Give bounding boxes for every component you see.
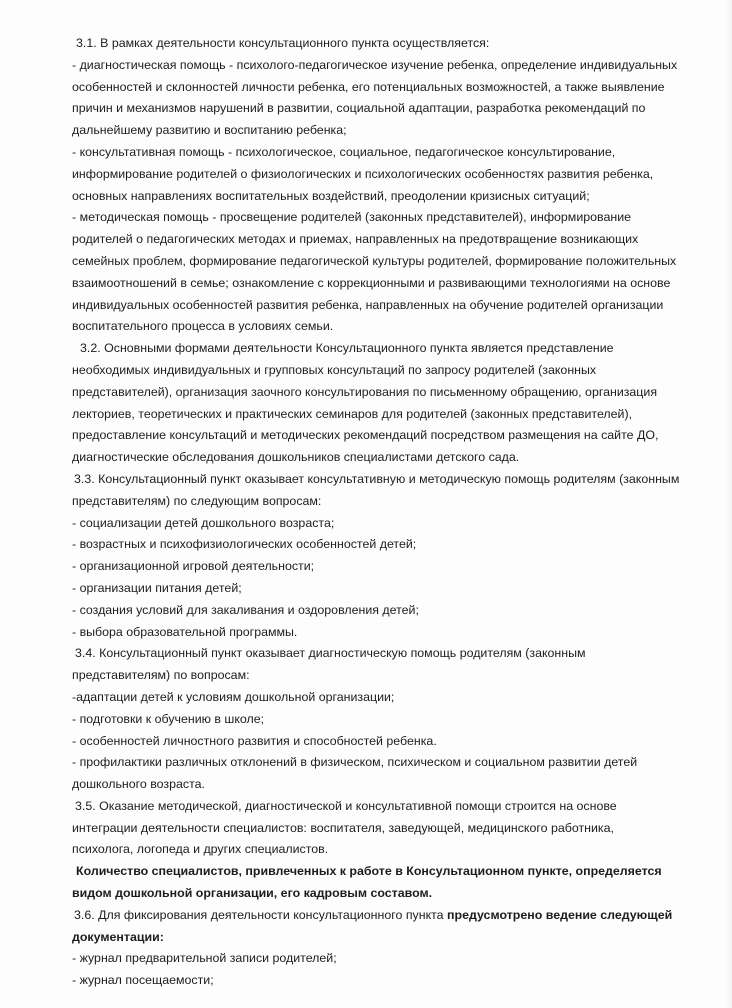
section-3-1-heading: 3.1. В рамках деятельности консультационного пункта осуществляется:: [76, 36, 490, 50]
list-item-prevention-line-1: - профилактики различных отклонений в физическом, психическом и социальном развитии детей: [72, 755, 638, 770]
section-3-6-line-1: [72, 905, 700, 927]
specialists-note-line-2: видом дошкольной организации, его кадровым составом.: [72, 886, 433, 901]
methodical-help-line-3: семейных проблем, формирование педагогической культуры родителей, формирование положительных: [72, 253, 677, 268]
list-item-prevention-line-2: дошкольного возраста.: [72, 777, 205, 792]
methodical-help-line-2: родителей о педагогических методах и приемах, направленных на предотвращение возникающих: [72, 232, 639, 247]
methodical-help-line-1: - методическая помощь - просвещение родителей (законных представителей), информирование: [72, 210, 632, 225]
section-3-3-line-2: представителям) по следующим вопросам:: [72, 493, 322, 508]
list-item-attendance-journal: - журнал посещаемости;: [72, 973, 214, 988]
consultative-help-line-2: информирование родителей о физиологических и психологических особенностях развития ребенка,: [72, 166, 654, 181]
section-3-2-line-5: предоставление консультаций и методических рекомендаций посредством размещения на сайте ДО,: [72, 428, 659, 443]
list-item-age-features: - возрастных и психофизиологических особенностей детей;: [72, 537, 417, 552]
section-3-6-emphasis: предусмотрено ведение следующей: [447, 907, 673, 922]
methodical-help-line-6: воспитательного процесса в условиях семьи.: [72, 319, 334, 334]
diagnostic-help-line-1: - диагностическая помощь - психолого-педагогическое изучение ребенка, определение индивидуальных: [72, 57, 678, 72]
list-item-personal-development: - особенностей личностного развития и способностей ребенка.: [72, 733, 437, 748]
list-item-play-activity: - организационной игровой деятельности;: [72, 559, 315, 574]
specialists-note-line-1: Количество специалистов, привлеченных к работе в Консультационном пункте, определяется: [76, 864, 662, 879]
consultative-help-line-3: основных направлениях воспитательных воздействий, преодолении кризисных ситуаций;: [72, 188, 590, 203]
consultative-help-line-1: - консультативная помощь - психологическое, социальное, педагогическое консультирование,: [72, 144, 616, 159]
section-3-3-line-1: 3.3. Консультационный пункт оказывает консультативную и методическую помощь родителям (законным: [74, 471, 680, 486]
section-3-4-line-2: представителям) по вопросам:: [72, 668, 250, 683]
diagnostic-help-line-2: особенностей и склонностей личности ребенка, его потенциальных возможностей, а также выявление: [72, 79, 665, 94]
methodical-help-line-4: взаимоотношений в семье; ознакомление с коррекционными и развивающими технологиями на основе: [72, 275, 671, 290]
section-3-5-line-1: 3.5. Оказание методической, диагностической и консультативной помощи строится на основе: [75, 798, 617, 813]
section-3-6-intro: 3.6. Для фиксирования деятельности консультационного пункта: [74, 907, 448, 922]
list-item-school-prep: - подготовки к обучению в школе;: [72, 711, 265, 726]
section-3-5-line-2: интеграции деятельности специалистов: воспитателя, заведующей, медицинского работника,: [72, 820, 614, 835]
section-3-4-line-1: 3.4. Консультационный пункт оказывает диагностическую помощь родителям (законным: [75, 646, 586, 661]
section-3-5-line-3: психолога, логопеда и других специалистов.: [72, 842, 329, 857]
list-item-health: - создания условий для закаливания и оздоровления детей;: [72, 602, 419, 617]
list-item-program: - выбора образовательной программы.: [72, 624, 298, 639]
methodical-help-line-5: индивидуальных особенностей развития ребенка, направленных на обучение родителей организации: [72, 297, 664, 312]
scan-shadow-edge: [726, 0, 732, 1008]
section-3-6-line-2: документации:: [72, 929, 164, 944]
section-3-2-line-6: диагностические обследования дошкольников специалистами детского сада.: [72, 450, 520, 465]
list-item-adaptation: -адаптации детей к условиям дошкольной организации;: [72, 689, 395, 704]
section-3-2-line-2: необходимых индивидуальных и групповых консультаций по запросу родителей (законных: [72, 362, 597, 377]
document-body: [72, 33, 700, 992]
list-item-preregistration-journal: - журнал предварительной записи родителей;: [72, 951, 337, 966]
list-item-socialization: - социализации детей дошкольного возраста;: [72, 515, 335, 530]
diagnostic-help-line-4: дальнейшему развитию и воспитанию ребенка;: [72, 123, 347, 138]
section-3-2-line-1: 3.2. Основными формами деятельности Консультационного пункта является представление: [80, 341, 614, 356]
section-3-2-line-4: лекториев, теоретических и практических семинаров для родителей (законных представителей),: [72, 406, 633, 421]
section-3-2-line-3: представителей), организация заочного консультирования по письменному обращению, организация: [72, 384, 658, 399]
list-item-nutrition: - организации питания детей;: [72, 580, 242, 595]
diagnostic-help-line-3: причин и механизмов нарушений в развитии, социальной адаптации, разработка рекомендаций по: [72, 101, 646, 116]
